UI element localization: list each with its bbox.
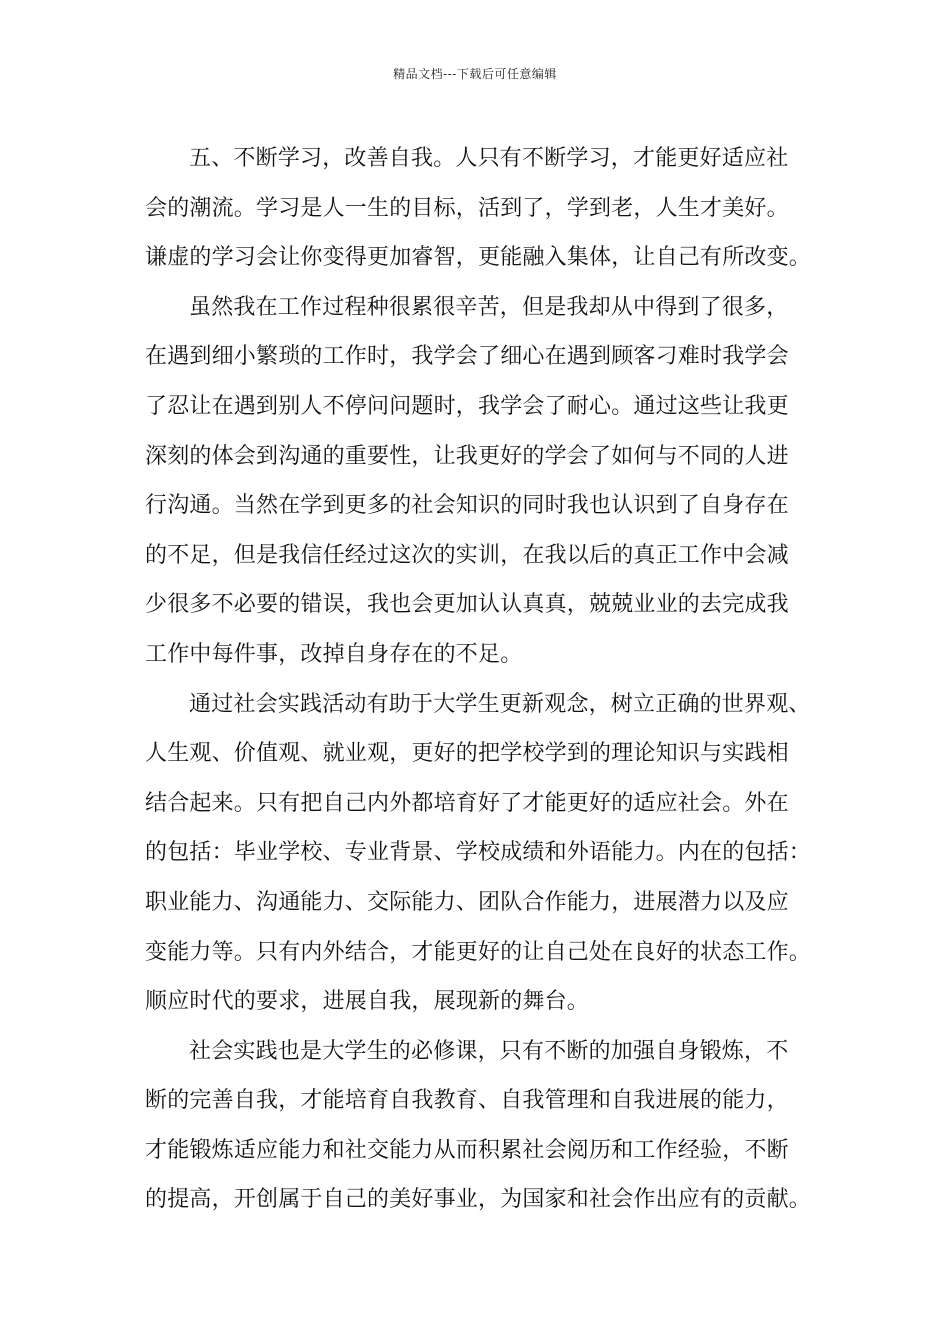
paragraph-line: 社会实践也是大学生的必修课，只有不断的加强自身锻炼，不: [189, 1038, 789, 1064]
paragraph-line: 在遇到细小繁琐的工作时，我学会了细心在遇到顾客刁难时我学会: [145, 344, 789, 370]
paragraph-line: 五、不断学习，改善自我。人只有不断学习，才能更好适应社: [189, 146, 789, 171]
paragraph-line: 行沟通。当然在学到更多的社会知识的同时我也认识到了自身存在: [145, 493, 789, 519]
paragraph-line: 会的潮流。学习是人一生的目标，活到了，学到老，人生才美好。: [145, 195, 789, 221]
paragraph-line: 断的完善自我，才能培育自我教育、自我管理和自我进展的能力，: [145, 1088, 789, 1114]
document-body: [145, 134, 825, 1225]
paragraph-line: 才能锻炼适应能力和社交能力从而积累社会阅历和工作经验，不断: [145, 1137, 789, 1163]
paragraph-line: 少很多不必要的错误，我也会更加认认真真，兢兢业业的去完成我: [145, 592, 789, 618]
paragraph-line: 的不足，但是我信任经过这次的实训，在我以后的真正工作中会减: [145, 542, 789, 568]
paragraph-line: 的提高，开创属于自己的美好事业，为国家和社会作出应有的贡献。: [145, 1187, 812, 1213]
paragraph-line: 职业能力、沟通能力、交际能力、团队合作能力，进展潜力以及应: [145, 889, 789, 915]
paragraph-line: 深刻的体会到沟通的重要性，让我更好的学会了如何与不同的人进: [145, 443, 789, 469]
paragraph-line: 的包括：毕业学校、专业背景、学校成绩和外语能力。内在的包括：: [145, 840, 812, 866]
paragraph-line: 了忍让在遇到别人不停问问题时，我学会了耐心。通过这些让我更: [145, 393, 789, 419]
paragraph-line: 谦虚的学习会让你变得更加睿智，更能融入集体，让自己有所改变。: [145, 245, 812, 271]
paragraph-line: 变能力等。只有内外结合，才能更好的让自己处在良好的状态工作。: [145, 939, 812, 965]
page-header: 精品文档---下载后可任意编辑: [393, 67, 557, 81]
paragraph-line: 虽然我在工作过程种很累很辛苦，但是我却从中得到了很多，: [189, 294, 789, 320]
paragraph-line: 工作中每件事，改掉自身存在的不足。: [145, 641, 523, 667]
paragraph-line: 结合起来。只有把自己内外都培育好了才能更好的适应社会。外在: [145, 790, 789, 816]
paragraph-line: 通过社会实践活动有助于大学生更新观念，树立正确的世界观、: [189, 691, 811, 717]
paragraph-line: 顺应时代的要求，进展自我，展现新的舞台。: [145, 989, 590, 1015]
paragraph-line: 人生观、价值观、就业观，更好的把学校学到的理论知识与实践相: [145, 741, 789, 767]
